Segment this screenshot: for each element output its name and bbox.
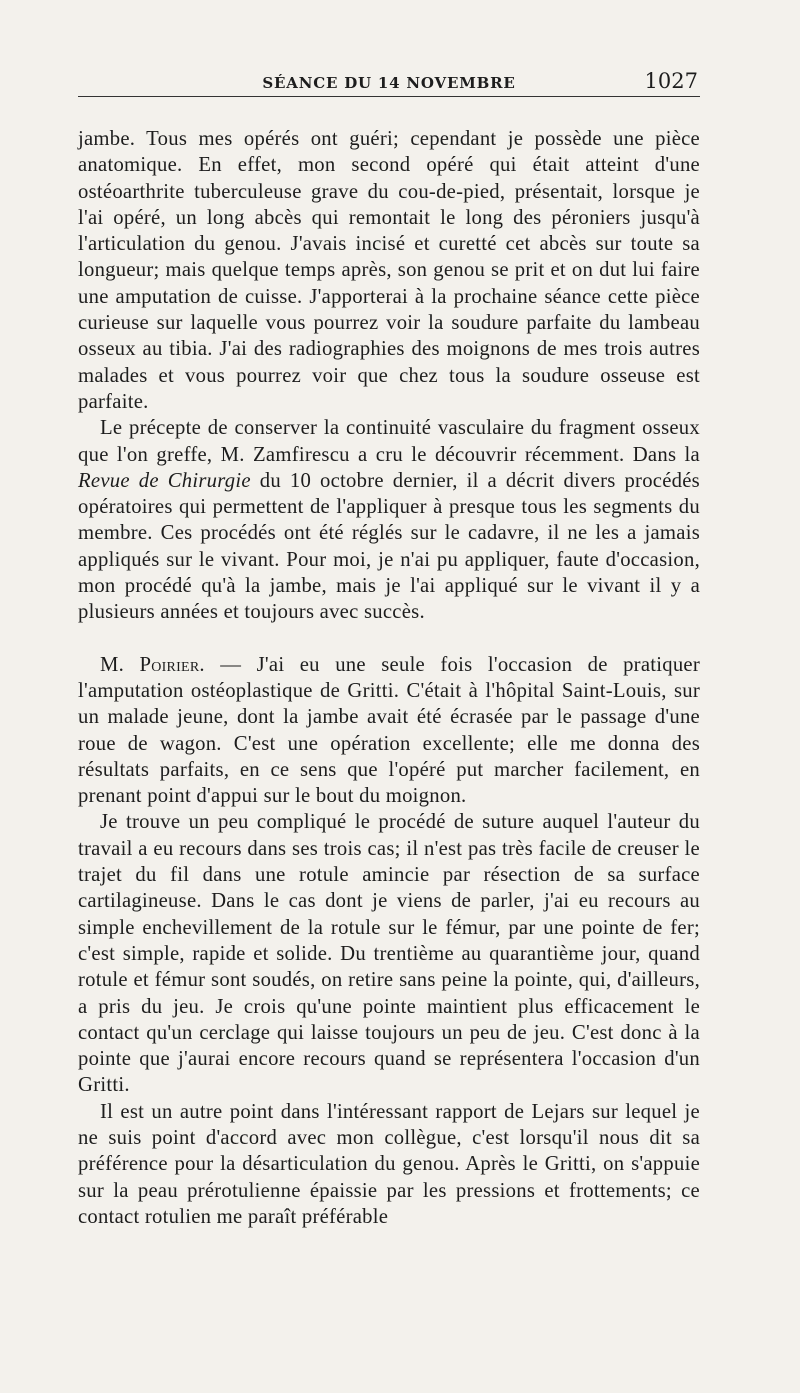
paragraph-1: jambe. Tous mes opérés ont guéri; cependant je possède une pièce anatomique. En effet, mon second opéré qui était atteint d'une ostéoarthrite tuberculeuse grave du cou-de-pied, présentait, lorsque je l'ai opéré, un long abcès qui remontait le long des péroniers jusqu'à l'articulation du genou. J'avais incisé et curetté cet abcès sur toute sa longueur; mais quelque temps après, son genou se prit et on dut lui faire une amputation de cuisse. J'apporterai à la prochaine séance cette pièce curieuse sur laquelle vous pourrez voir la soudure parfaite du lambeau osseux au tibia. J'ai des radiographies des moignons de mes trois autres malades et vous pourrez voir que chez tous la soudure osseuse est parfaite. [78, 128, 700, 413]
journal-title: Revue de Chirurgie [78, 469, 251, 492]
paragraph-2-start: Le précepte de conserver la continuité vasculaire du fragment osseux que l'on greffe, M. Zamfirescu a cru le découvrir récemment. Dans la [78, 417, 700, 466]
paragraph-3 [78, 652, 700, 810]
speaker-name: Poirier. [139, 653, 205, 676]
page-number: 1027 [644, 69, 698, 93]
paragraph-2 [78, 415, 700, 625]
body-text [78, 126, 700, 1230]
speaker-prefix: M. [100, 653, 140, 676]
paragraph-4: Je trouve un peu compliqué le procédé de suture auquel l'auteur du travail a eu recours dans ses trois cas; il n'est pas très facile de creuser le trajet du fil dans une rotule amincie par résection de sa surface cartilagineuse. Dans le cas dont je viens de parler, j'ai eu recours au simple enchevillement de la rotule sur le fémur, par une pointe de fer; c'est simple, rapide et solide. Du trentième au quarantième jour, quand rotule et fémur sont soudés, on retire sans peine la pointe, qui, d'ailleurs, a pris du jeu. Je crois qu'une pointe maintient plus efficacement le contact qu'un cerclage qui laisse toujours un peu de jeu. C'est donc à la pointe que j'aurai encore recours quand se représentera l'occasion d'un Gritti. [78, 811, 700, 1097]
paragraph-5: Il est un autre point dans l'intéressant rapport de Lejars sur lequel je ne suis point d'accord avec mon collègue, c'est lorsqu'il nous dit sa préférence pour la désarticulation du genou. Après le Gritti, on s'appuie sur la peau prérotulienne épaissie par les pressions et frottements; ce contact rotulien me paraît préférable [78, 1100, 700, 1228]
page-header [78, 66, 700, 97]
paragraph-3-text: — J'ai eu une seule fois l'occasion de pratiquer l'amputation ostéoplastique de Gritti. C'était à l'hôpital Saint-Louis, sur un malade jeune, dont la jambe avait été écrasée par le passage d'une roue de wagon. C'est une opération excellente; elle me donna des résultats parfaits, en ce sens que l'opéré put marcher facilement, en prenant point d'appui sur le bout du moignon. [78, 653, 701, 808]
paragraph-2-end: du 10 octobre dernier, il a décrit divers procédés opératoires qui permettent de l'appliquer à presque tous les segments du membre. Ces procédés ont été réglés sur le cadavre, il ne les a jamais appliqués sur le vivant. Pour moi, je n'ai pu appliquer, faute d'occasion, mon procédé qu'à la jambe, mais je l'ai appliqué sur le vivant il y a plusieurs années et toujours avec succès. [78, 469, 700, 624]
running-title: SÉANCE DU 14 NOVEMBRE [262, 74, 516, 92]
